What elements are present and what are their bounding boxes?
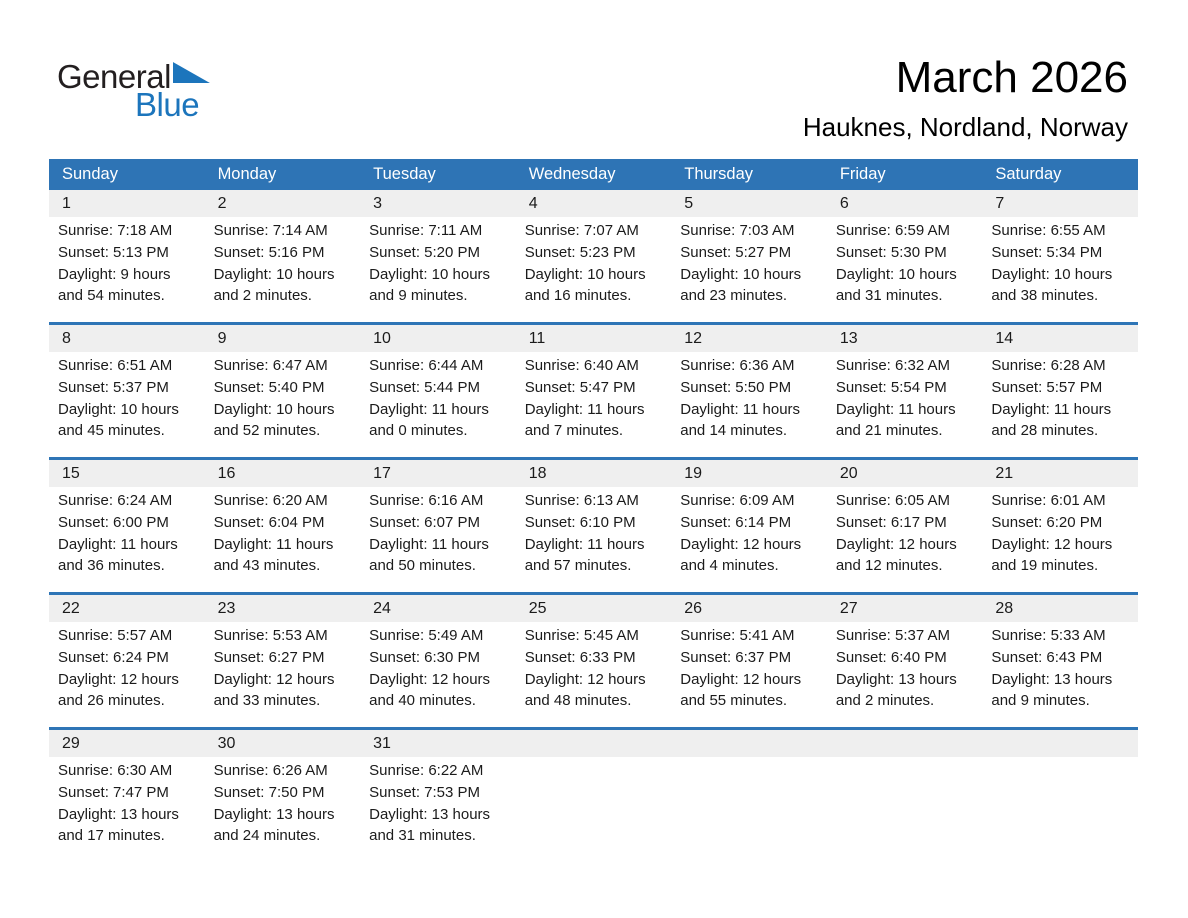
day-number-band: [827, 325, 983, 352]
day-cell: [49, 190, 205, 324]
sunset-text: Sunset: 6:27 PM: [213, 648, 325, 666]
daylight-hours-text: Daylight: 11 hours: [58, 535, 178, 553]
day-details: [982, 352, 1138, 457]
day-details: [827, 352, 983, 457]
sunrise-text: Sunrise: 5:53 AM: [213, 627, 328, 644]
daylight-hours-text: Daylight: 11 hours: [524, 400, 645, 418]
day-details: [49, 622, 205, 727]
day-number: 29: [62, 734, 80, 752]
day-number-band: [360, 460, 516, 487]
day-cell: [982, 190, 1138, 324]
day-details: [982, 622, 1138, 727]
daylight-hours-text: Daylight: 13 hours: [58, 805, 179, 823]
daylight-minutes-text: and 40 minutes.: [369, 692, 476, 710]
sunrise-text: Sunrise: 7:18 AM: [58, 222, 173, 239]
daylight-minutes-text: and 12 minutes.: [835, 557, 943, 575]
sunrise-text: Sunrise: 6:59 AM: [835, 222, 951, 239]
day-details: [360, 757, 516, 862]
logo-triangle-icon: [173, 62, 210, 83]
day-cell: [827, 190, 983, 324]
day-cell: [671, 594, 827, 729]
daylight-minutes-text: and 38 minutes.: [991, 287, 1099, 305]
day-details: [516, 487, 672, 592]
daylight-minutes-text: and 55 minutes.: [680, 692, 787, 710]
day-number: 14: [995, 329, 1014, 347]
day-header-saturday: Saturday: [982, 159, 1138, 190]
sunrise-text: Sunrise: 6:09 AM: [680, 492, 795, 509]
day-details: [827, 487, 983, 592]
day-number-band: [205, 730, 361, 757]
sunrise-text: Sunrise: 6:40 AM: [524, 357, 639, 374]
day-number-band: [671, 325, 827, 352]
sunrise-text: Sunrise: 6:30 AM: [58, 762, 173, 779]
daylight-minutes-text: and 33 minutes.: [213, 692, 321, 710]
day-details: [516, 217, 672, 322]
day-number-band: [360, 730, 516, 757]
day-number: 4: [528, 194, 538, 212]
day-cell: [982, 324, 1138, 459]
day-cell: [982, 594, 1138, 729]
day-number: 5: [684, 194, 694, 212]
sunrise-text: Sunrise: 6:28 AM: [991, 357, 1106, 374]
daylight-hours-text: Daylight: 10 hours: [58, 400, 179, 418]
day-number: 28: [995, 599, 1014, 617]
sunset-text: Sunset: 7:47 PM: [58, 783, 169, 801]
sunset-text: Sunset: 6:30 PM: [369, 648, 481, 666]
day-cell: [516, 594, 672, 729]
day-number: 22: [62, 599, 80, 617]
day-header-wednesday: Wednesday: [516, 159, 672, 190]
day-number: 21: [995, 464, 1014, 482]
day-details: [671, 622, 827, 727]
daylight-hours-text: Daylight: 11 hours: [680, 400, 801, 418]
day-number: 12: [684, 329, 703, 347]
sunset-text: Sunset: 5:54 PM: [835, 378, 947, 396]
day-cell: [205, 324, 361, 459]
day-number: 25: [528, 599, 547, 617]
daylight-hours-text: Daylight: 11 hours: [369, 535, 489, 553]
day-details: [827, 217, 983, 322]
week-row: [49, 190, 1138, 324]
day-number-band: [205, 460, 361, 487]
day-cell: [49, 459, 205, 594]
day-details: [49, 487, 205, 592]
sunrise-text: Sunrise: 5:41 AM: [680, 627, 795, 644]
daylight-minutes-text: and 9 minutes.: [369, 287, 468, 305]
day-number: 16: [217, 464, 236, 482]
sunset-text: Sunset: 5:57 PM: [991, 378, 1103, 396]
day-cell: [49, 729, 205, 863]
logo-blue-text: Blue: [135, 86, 200, 123]
daylight-minutes-text: and 9 minutes.: [991, 692, 1090, 710]
sunrise-text: Sunrise: 5:49 AM: [369, 627, 484, 644]
daylight-hours-text: Daylight: 12 hours: [835, 535, 957, 553]
empty-day-cell: [827, 729, 983, 863]
day-number: 3: [373, 194, 383, 212]
day-number: 8: [62, 329, 71, 347]
daylight-minutes-text: and 24 minutes.: [213, 827, 321, 845]
day-header-monday: Monday: [205, 159, 361, 190]
sunset-text: Sunset: 6:43 PM: [991, 648, 1103, 666]
day-details: [49, 757, 205, 862]
day-details: [49, 352, 205, 457]
day-number-band: [49, 460, 205, 487]
daylight-hours-text: Daylight: 10 hours: [213, 400, 335, 418]
sunrise-text: Sunrise: 7:14 AM: [213, 222, 328, 239]
day-number: 30: [217, 734, 236, 752]
daylight-hours-text: Daylight: 12 hours: [58, 670, 179, 688]
day-details: [205, 487, 361, 592]
day-details: [516, 352, 672, 457]
week-row: [49, 594, 1138, 729]
daylight-hours-text: Daylight: 10 hours: [680, 265, 802, 283]
day-details: [671, 217, 827, 322]
daylight-minutes-text: and 48 minutes.: [524, 692, 632, 710]
empty-day-cell: [671, 729, 827, 863]
week-row: [49, 324, 1138, 459]
day-header-thursday: Thursday: [671, 159, 827, 190]
empty-day-cell: [982, 729, 1138, 863]
day-number-band: [49, 730, 205, 757]
sunrise-text: Sunrise: 6:47 AM: [213, 357, 328, 374]
sunrise-text: Sunrise: 5:57 AM: [58, 627, 173, 644]
daylight-hours-text: Daylight: 11 hours: [991, 400, 1112, 418]
daylight-minutes-text: and 43 minutes.: [213, 557, 321, 575]
day-number-band: [671, 595, 827, 622]
day-details: [360, 352, 516, 457]
daylight-minutes-text: and 21 minutes.: [835, 422, 943, 440]
day-details: [982, 217, 1138, 322]
sunrise-text: Sunrise: 6:44 AM: [369, 357, 484, 374]
day-details: [360, 622, 516, 727]
daylight-minutes-text: and 50 minutes.: [369, 557, 476, 575]
day-number-band: [49, 595, 205, 622]
sunrise-text: Sunrise: 6:24 AM: [58, 492, 173, 509]
day-cell: [516, 324, 672, 459]
sunset-text: Sunset: 7:53 PM: [369, 783, 481, 801]
daylight-hours-text: Daylight: 13 hours: [991, 670, 1113, 688]
week-row: [49, 729, 1138, 863]
sunrise-text: Sunrise: 6:01 AM: [991, 492, 1106, 509]
day-details: [205, 622, 361, 727]
day-number-band: [516, 460, 672, 487]
day-number-band: [516, 190, 672, 217]
daylight-minutes-text: and 7 minutes.: [524, 422, 624, 440]
sunset-text: Sunset: 5:37 PM: [58, 378, 169, 396]
logo-general-text: General: [57, 58, 171, 95]
daylight-hours-text: Daylight: 11 hours: [369, 400, 489, 418]
day-number-band: [49, 325, 205, 352]
daylight-minutes-text: and 26 minutes.: [58, 692, 165, 710]
sunset-text: Sunset: 5:34 PM: [991, 243, 1103, 261]
sunrise-text: Sunrise: 7:11 AM: [369, 222, 483, 239]
daylight-minutes-text: and 2 minutes.: [213, 287, 312, 305]
sunrise-text: Sunrise: 6:55 AM: [991, 222, 1106, 239]
empty-day-cell: [516, 729, 672, 863]
sunset-text: Sunset: 5:47 PM: [524, 378, 636, 396]
daylight-minutes-text: and 31 minutes.: [369, 827, 476, 845]
week-row: [49, 459, 1138, 594]
weekday-header-row: [49, 159, 1138, 190]
day-cell: [671, 324, 827, 459]
calendar-table: [49, 159, 1138, 862]
sunset-text: Sunset: 5:44 PM: [369, 378, 481, 396]
sunset-text: Sunset: 6:33 PM: [524, 648, 636, 666]
day-details: [671, 757, 827, 862]
day-number-band: [205, 325, 361, 352]
day-number-band: [516, 325, 672, 352]
sunrise-text: Sunrise: 7:03 AM: [680, 222, 795, 239]
title-block: [803, 55, 1128, 143]
day-number: 13: [839, 329, 858, 347]
general-blue-logo: [57, 60, 210, 121]
day-cell: [205, 594, 361, 729]
daylight-hours-text: Daylight: 12 hours: [213, 670, 335, 688]
day-number-band: [49, 190, 205, 217]
sunset-text: Sunset: 6:04 PM: [213, 513, 325, 531]
daylight-minutes-text: and 54 minutes.: [58, 287, 165, 305]
day-number-band: [671, 730, 827, 757]
day-details: [205, 217, 361, 322]
daylight-hours-text: Daylight: 11 hours: [213, 535, 334, 553]
sunset-text: Sunset: 5:16 PM: [213, 243, 325, 261]
sunset-text: Sunset: 6:07 PM: [369, 513, 481, 531]
sunrise-text: Sunrise: 5:45 AM: [524, 627, 639, 644]
day-cell: [360, 729, 516, 863]
sunset-text: Sunset: 6:17 PM: [835, 513, 947, 531]
calendar-header: [49, 159, 1138, 190]
day-header-sunday: Sunday: [49, 159, 205, 190]
sunrise-text: Sunrise: 6:05 AM: [835, 492, 951, 509]
daylight-minutes-text: and 28 minutes.: [991, 422, 1099, 440]
daylight-minutes-text: and 36 minutes.: [58, 557, 165, 575]
sunrise-text: Sunrise: 6:36 AM: [680, 357, 795, 374]
daylight-hours-text: Daylight: 12 hours: [680, 535, 802, 553]
daylight-minutes-text: and 52 minutes.: [213, 422, 321, 440]
day-number-band: [827, 730, 983, 757]
day-number: 2: [217, 194, 227, 212]
day-number: 1: [62, 194, 71, 212]
day-details: [516, 757, 672, 862]
day-number: 27: [839, 599, 858, 617]
day-cell: [516, 190, 672, 324]
sunrise-text: Sunrise: 6:16 AM: [369, 492, 484, 509]
sunrise-text: Sunrise: 6:26 AM: [213, 762, 328, 779]
sunset-text: Sunset: 7:50 PM: [213, 783, 325, 801]
sunrise-text: Sunrise: 6:32 AM: [835, 357, 951, 374]
day-number-band: [982, 595, 1138, 622]
day-number: 23: [217, 599, 236, 617]
daylight-hours-text: Daylight: 12 hours: [369, 670, 491, 688]
sunset-text: Sunset: 6:20 PM: [991, 513, 1103, 531]
day-number-band: [827, 460, 983, 487]
day-cell: [205, 729, 361, 863]
sunset-text: Sunset: 5:27 PM: [680, 243, 792, 261]
daylight-minutes-text: and 2 minutes.: [835, 692, 935, 710]
daylight-hours-text: Daylight: 11 hours: [835, 400, 956, 418]
day-number-band: [982, 325, 1138, 352]
day-number-band: [827, 595, 983, 622]
day-cell: [827, 324, 983, 459]
day-number: 6: [839, 194, 849, 212]
daylight-minutes-text: and 57 minutes.: [524, 557, 632, 575]
day-details: [516, 622, 672, 727]
day-number: 11: [528, 329, 546, 347]
daylight-minutes-text: and 19 minutes.: [991, 557, 1099, 575]
day-details: [982, 757, 1138, 862]
sunrise-text: Sunrise: 5:33 AM: [991, 627, 1106, 644]
day-number-band: [360, 190, 516, 217]
daylight-minutes-text: and 45 minutes.: [58, 422, 165, 440]
day-details: [827, 622, 983, 727]
daylight-hours-text: Daylight: 10 hours: [524, 265, 646, 283]
daylight-hours-text: Daylight: 12 hours: [991, 535, 1113, 553]
day-number-band: [827, 190, 983, 217]
sunset-text: Sunset: 6:37 PM: [680, 648, 792, 666]
day-details: [360, 487, 516, 592]
daylight-hours-text: Daylight: 13 hours: [213, 805, 335, 823]
sunset-text: Sunset: 5:23 PM: [524, 243, 636, 261]
daylight-hours-text: Daylight: 11 hours: [524, 535, 645, 553]
day-cell: [49, 594, 205, 729]
daylight-hours-text: Daylight: 10 hours: [991, 265, 1113, 283]
day-number-band: [671, 190, 827, 217]
calendar-body: [49, 190, 1138, 862]
day-details: [205, 757, 361, 862]
day-cell: [982, 459, 1138, 594]
day-header-tuesday: Tuesday: [360, 159, 516, 190]
sunrise-text: Sunrise: 7:07 AM: [524, 222, 639, 239]
sunset-text: Sunset: 6:10 PM: [524, 513, 636, 531]
day-number-band: [516, 595, 672, 622]
day-cell: [205, 190, 361, 324]
sunrise-text: Sunrise: 6:20 AM: [213, 492, 328, 509]
day-cell: [827, 594, 983, 729]
day-number-band: [982, 730, 1138, 757]
day-cell: [671, 190, 827, 324]
sunset-text: Sunset: 5:30 PM: [835, 243, 947, 261]
sunrise-text: Sunrise: 5:37 AM: [835, 627, 951, 644]
day-number-band: [982, 460, 1138, 487]
daylight-minutes-text: and 0 minutes.: [369, 422, 468, 440]
daylight-hours-text: Daylight: 12 hours: [524, 670, 646, 688]
day-number: 31: [373, 734, 391, 752]
daylight-minutes-text: and 16 minutes.: [524, 287, 632, 305]
daylight-minutes-text: and 17 minutes.: [58, 827, 165, 845]
sunset-text: Sunset: 6:00 PM: [58, 513, 169, 531]
sunset-text: Sunset: 6:14 PM: [680, 513, 792, 531]
daylight-hours-text: Daylight: 10 hours: [213, 265, 335, 283]
day-cell: [360, 459, 516, 594]
day-number: 9: [217, 329, 227, 347]
day-number-band: [982, 190, 1138, 217]
daylight-minutes-text: and 23 minutes.: [680, 287, 787, 305]
daylight-hours-text: Daylight: 13 hours: [369, 805, 491, 823]
day-cell: [516, 459, 672, 594]
daylight-hours-text: Daylight: 13 hours: [835, 670, 957, 688]
sunrise-text: Sunrise: 6:22 AM: [369, 762, 484, 779]
sunset-text: Sunset: 6:24 PM: [58, 648, 169, 666]
page-title: March 2026: [895, 53, 1128, 102]
daylight-hours-text: Daylight: 12 hours: [680, 670, 802, 688]
daylight-minutes-text: and 14 minutes.: [680, 422, 787, 440]
sunset-text: Sunset: 5:20 PM: [369, 243, 481, 261]
day-details: [671, 487, 827, 592]
day-details: [827, 757, 983, 862]
day-cell: [671, 459, 827, 594]
day-number: 24: [373, 599, 391, 617]
day-details: [982, 487, 1138, 592]
day-number: 15: [62, 464, 80, 482]
daylight-minutes-text: and 4 minutes.: [680, 557, 779, 575]
day-number-band: [205, 595, 361, 622]
sunset-text: Sunset: 5:40 PM: [213, 378, 325, 396]
day-number: 18: [528, 464, 547, 482]
daylight-minutes-text: and 31 minutes.: [835, 287, 943, 305]
sunrise-text: Sunrise: 6:51 AM: [58, 357, 173, 374]
sunset-text: Sunset: 5:13 PM: [58, 243, 169, 261]
day-details: [49, 217, 205, 322]
day-number: 19: [684, 464, 703, 482]
day-number-band: [360, 595, 516, 622]
day-number: 7: [995, 194, 1005, 212]
day-number-band: [205, 190, 361, 217]
sunset-text: Sunset: 5:50 PM: [680, 378, 792, 396]
sunrise-text: Sunrise: 6:13 AM: [524, 492, 639, 509]
day-number-band: [360, 325, 516, 352]
day-details: [205, 352, 361, 457]
day-cell: [360, 594, 516, 729]
day-details: [360, 217, 516, 322]
day-number: 26: [684, 599, 703, 617]
day-cell: [205, 459, 361, 594]
daylight-hours-text: Daylight: 10 hours: [835, 265, 957, 283]
day-cell: [360, 324, 516, 459]
day-number: 10: [373, 329, 391, 347]
day-number: 20: [839, 464, 858, 482]
day-number: 17: [373, 464, 391, 482]
day-details: [671, 352, 827, 457]
daylight-hours-text: Daylight: 9 hours: [58, 265, 171, 283]
day-number-band: [516, 730, 672, 757]
day-number-band: [671, 460, 827, 487]
day-cell: [360, 190, 516, 324]
day-cell: [49, 324, 205, 459]
page-subtitle: Hauknes, Nordland, Norway: [802, 112, 1128, 143]
sunset-text: Sunset: 6:40 PM: [835, 648, 947, 666]
daylight-hours-text: Daylight: 10 hours: [369, 265, 491, 283]
day-header-friday: Friday: [827, 159, 983, 190]
day-cell: [827, 459, 983, 594]
